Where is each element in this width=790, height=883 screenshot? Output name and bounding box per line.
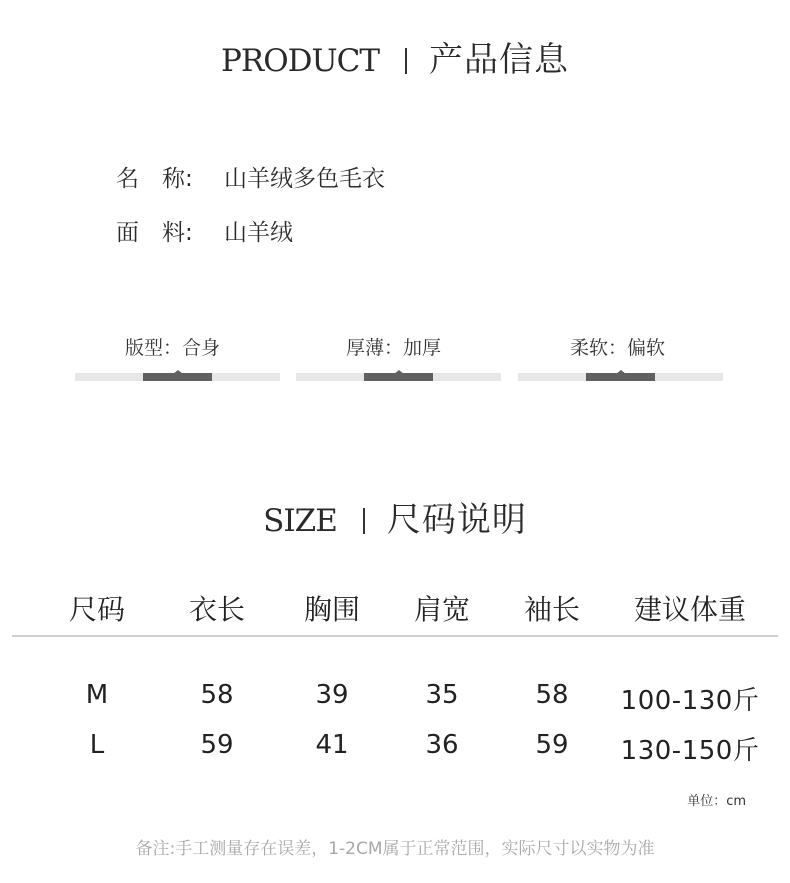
attribute-fit-label: 版型：合身 (125, 337, 221, 359)
info-name-value: 山羊绒多色毛衣 (224, 166, 385, 192)
cell-size: L (89, 730, 105, 760)
attribute-softness-indicator (586, 373, 655, 381)
footer-note: 备注:手工测量存在误差，1-2CM属于正常范围，实际尺寸以实物为准 (135, 839, 655, 859)
cell-weight: 100-130斤 (620, 686, 760, 716)
header-shoulder: 肩宽 (413, 593, 471, 626)
cell-shoulder: 35 (425, 680, 459, 710)
size-heading (0, 492, 790, 541)
header-size: 尺码 (68, 593, 126, 626)
attribute-fit-indicator (143, 373, 212, 381)
cell-chest: 41 (315, 730, 349, 760)
cell-length: 58 (200, 680, 234, 710)
cell-length: 59 (200, 730, 234, 760)
product-heading (0, 32, 790, 81)
unit-note: 单位：cm (687, 794, 746, 809)
product-heading-en: PRODUCT (221, 43, 379, 79)
attribute-fit-pointer (173, 370, 183, 374)
cell-sleeve: 58 (535, 680, 569, 710)
cell-shoulder: 36 (425, 730, 459, 760)
heading-separator (363, 508, 365, 534)
attribute-thickness-pointer (394, 370, 404, 374)
info-row-name (116, 160, 385, 193)
cell-sleeve: 59 (535, 730, 569, 760)
info-fabric-label: 面 料: (116, 220, 193, 246)
attribute-thickness-indicator (364, 373, 433, 381)
attribute-thickness-label: 厚薄：加厚 (346, 337, 442, 359)
table-divider (12, 635, 778, 637)
size-heading-zh: 尺码说明 (386, 500, 527, 540)
header-chest: 胸围 (303, 593, 361, 626)
attribute-softness-pointer (616, 370, 626, 374)
attribute-softness-label: 柔软：偏软 (570, 337, 666, 359)
heading-separator (405, 48, 407, 74)
cell-chest: 39 (315, 680, 349, 710)
cell-weight: 130-150斤 (620, 736, 760, 766)
info-fabric-value: 山羊绒 (224, 220, 293, 246)
info-name-label: 名 称: (116, 166, 193, 192)
size-heading-en: SIZE (263, 503, 337, 539)
header-sleeve: 袖长 (523, 593, 581, 626)
header-length: 衣长 (188, 593, 246, 626)
header-weight: 建议体重 (633, 593, 747, 626)
info-row-fabric (116, 214, 293, 247)
cell-size: M (85, 680, 109, 710)
product-heading-zh: 产品信息 (429, 40, 569, 80)
